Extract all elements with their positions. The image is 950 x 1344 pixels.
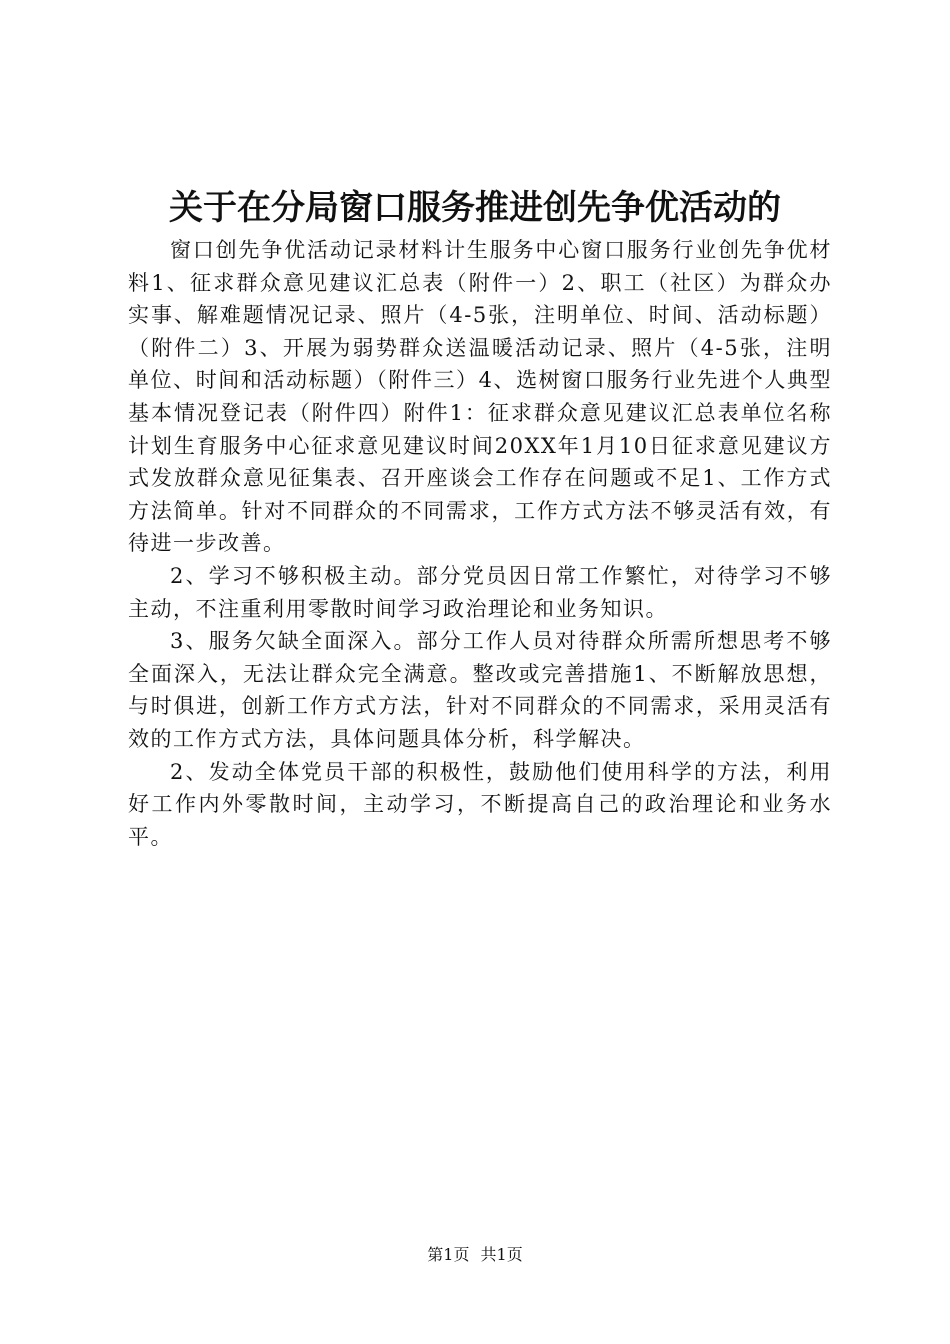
document-body xyxy=(128,234,832,853)
page-total: 共1页 xyxy=(480,1245,523,1264)
document-title: 关于在分局窗口服务推进创先争优活动的 xyxy=(169,188,781,228)
body-paragraph-1: 窗口创先争优活动记录材料计生服务中心窗口服务行业创先争优材料1、征求群众意见建议汇总表（附件一）2、职工（社区）为群众办实事、解难题情况记录、照片（4-5张，注明单位、时间、活动标题）（附件二）3、开展为弱势群众送温暖活动记录、照片（4-5张，注明单位、时间和活动标题）（附件三）4、选树窗口服务行业先进个人典型基本情况登记表（附件四）附件1：征求群众意见建议汇总表单位名称计划生育服务中心征求意见建议时间20XX年1月10日征求意见建议方式发放群众意见征集表、召开座谈会工作存在问题或不足1、工作方式方法简单。针对不同群众的不同需求，工作方式方法不够灵活有效，有待进一步改善。 xyxy=(128,238,832,556)
body-paragraph-2: 2、学习不够积极主动。部分党员因日常工作繁忙，对待学习不够主动，不注重利用零散时间学习政治理论和业务知识。 xyxy=(128,563,832,621)
page-number: 第1页 xyxy=(427,1245,470,1264)
body-paragraph-3: 3、服务欠缺全面深入。部分工作人员对待群众所需所想思考不够全面深入，无法让群众完全满意。整改或完善措施1、不断解放思想，与时俱进，创新工作方式方法，针对不同群众的不同需求，采用灵活有效的工作方式方法，具体问题具体分析，科学解决。 xyxy=(128,629,832,751)
page-footer xyxy=(0,1243,950,1267)
body-paragraph-4: 2、发动全体党员干部的积极性，鼓励他们使用科学的方法，利用好工作内外零散时间，主动学习，不断提高自己的政治理论和业务水平。 xyxy=(128,759,832,849)
